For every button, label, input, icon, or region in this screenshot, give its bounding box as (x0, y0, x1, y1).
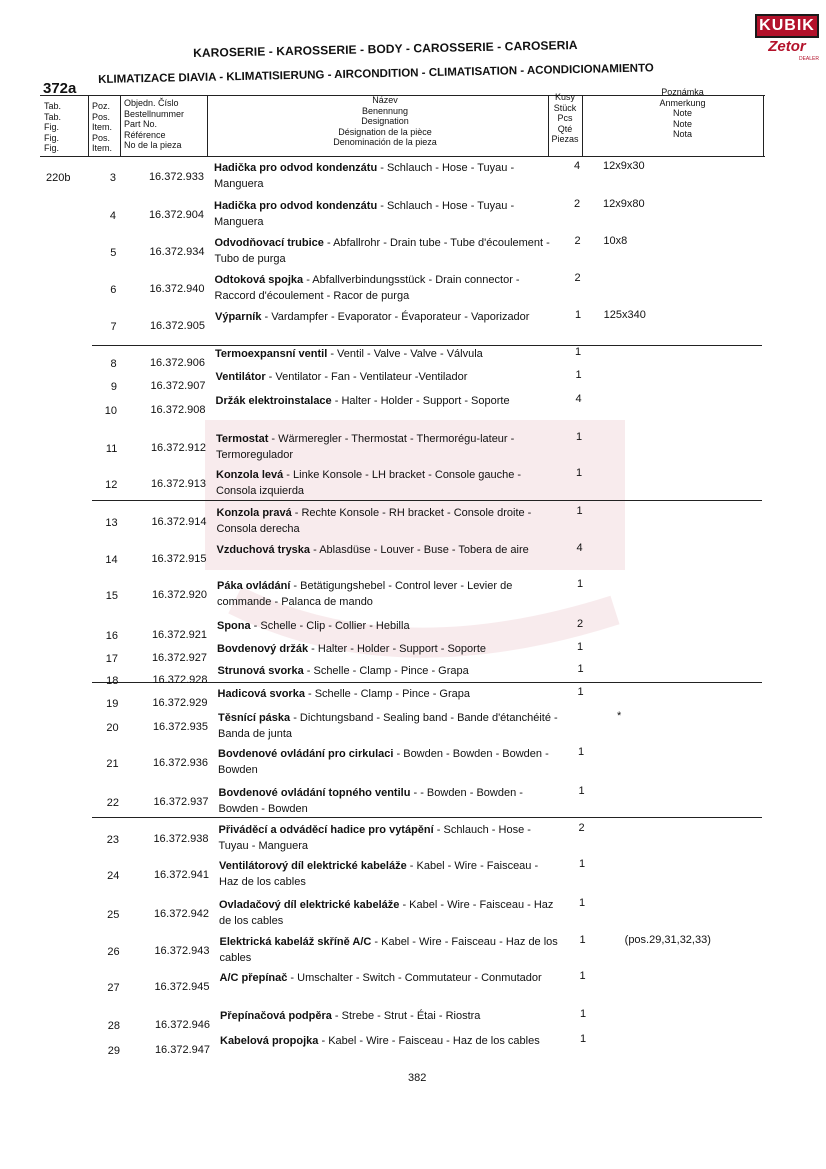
row-pos: 14 (105, 554, 118, 566)
col-divider (582, 96, 583, 156)
row-qty: 4 (576, 542, 583, 554)
logo-sub: Zetor (768, 38, 806, 55)
row-name-cz: Těsnící páska (218, 712, 291, 724)
row-name-cz: Přiváděcí a odváděcí hadice pro vytápění (218, 824, 434, 836)
row-pos: 8 (110, 358, 117, 370)
row-part-number: 16.372.938 (153, 833, 209, 845)
row-name-cz: A/C přepínač (219, 972, 288, 984)
row-part-number: 16.372.913 (150, 478, 206, 490)
col-header-line: Anmerkung (659, 97, 706, 108)
col-header-line: Poznámka (661, 87, 704, 97)
col-header-line: Note (672, 118, 692, 129)
row-name-translations: - Schelle - Clamp - Pince - Grapa (303, 665, 469, 677)
col-header-tab (44, 101, 61, 154)
row-qty: 4 (575, 393, 582, 405)
row-qty: 1 (576, 431, 583, 443)
row-name-cz: Ventilátorový díl elektrické kabeláže (219, 860, 407, 872)
row-name-cz: Držák elektroinstalace (215, 395, 332, 407)
row-name-cz: Hadicová svorka (217, 688, 305, 700)
col-header-line: Item. (92, 143, 113, 153)
row-part-number: 16.372.905 (149, 320, 205, 332)
row-name-translations: - Ventilator - Fan - Ventilateur -Ventilador (265, 371, 468, 383)
row-name-cz: Hadička pro odvod kondenzátu (214, 200, 378, 212)
row-part-number: 16.372.927 (151, 652, 207, 664)
row-note: (pos.29,31,32,33) (624, 934, 711, 946)
row-part-number: 16.372.934 (149, 246, 205, 258)
col-header-line: Part No. (124, 119, 158, 129)
col-header-line: Fig. (44, 143, 60, 153)
row-name-translations: - Betätigungshebel - Control lever - Levier de commande - Palanca de mando (217, 580, 513, 608)
row-description (217, 619, 557, 635)
row-description (218, 747, 558, 778)
row-name-cz: Vzduchová tryska (216, 544, 311, 556)
row-name-translations: - Rechte Konsole - RH bracket - Console droite - Consola derecha (216, 507, 532, 535)
row-note: 10x8 (603, 235, 628, 247)
row-pos: 3 (109, 172, 116, 184)
row-pos: 12 (105, 479, 118, 491)
row-part-number: 16.372.947 (154, 1044, 210, 1056)
row-description (219, 786, 559, 817)
row-part-number: 16.372.929 (152, 697, 208, 709)
row-name-translations: - Strebe - Strut - Étai - Riostra (331, 1010, 481, 1022)
col-header-line: Název (372, 95, 398, 105)
row-name-cz: Páka ovládání (217, 580, 291, 592)
row-part-number: 16.372.928 (152, 674, 208, 686)
col-header-pos (92, 101, 112, 154)
row-name-cz: Výparník (215, 311, 262, 323)
page-title: KAROSERIE - KAROSSERIE - BODY - CAROSSERIE - CAROSERIA (193, 37, 578, 60)
row-part-number: 16.372.937 (153, 796, 209, 808)
row-name-cz: Konzola levá (216, 469, 284, 481)
row-part-number: 16.372.907 (150, 380, 206, 392)
row-qty: 1 (579, 858, 586, 870)
header-bottom-rule (40, 156, 765, 157)
row-name-cz: Bovdenový držák (217, 643, 309, 655)
row-name-translations: - Schelle - Clamp - Pince - Grapa (304, 688, 470, 700)
group-separator (92, 500, 762, 501)
col-header-line: Designation (361, 116, 409, 126)
row-qty: 2 (574, 235, 581, 247)
row-part-number: 16.372.940 (149, 283, 205, 295)
row-description (217, 543, 557, 559)
row-part-number: 16.372.904 (148, 209, 204, 221)
col-header-line: Poz. (92, 101, 111, 111)
col-header-line: Benennung (361, 105, 409, 116)
row-name-cz: Kabelová propojka (220, 1035, 319, 1047)
row-qty: 2 (574, 272, 581, 284)
logo-tag: DEALER (798, 56, 819, 62)
row-description (220, 1009, 560, 1025)
row-description (220, 935, 560, 966)
col-header-line: Pcs (557, 113, 573, 123)
row-pos: 20 (106, 722, 119, 734)
col-header-line: Fig. (44, 132, 60, 143)
col-header-name (300, 95, 470, 148)
row-pos: 9 (110, 381, 117, 393)
col-header-line: Référence (124, 129, 166, 140)
row-name-translations: - Schlauch - Hose - Tuyau - Manguera (214, 162, 515, 190)
row-qty: 1 (578, 785, 585, 797)
row-pos: 13 (105, 517, 118, 529)
col-header-line: Tab. (44, 101, 62, 111)
row-description (218, 664, 558, 680)
row-pos: 29 (107, 1045, 120, 1057)
row-part-number: 16.372.921 (151, 629, 207, 641)
row-part-number: 16.372.912 (150, 442, 206, 454)
row-name-cz: Odtoková spojka (214, 274, 304, 286)
row-name-translations: - Umschalter - Switch - Commutateur - Conmutador (287, 972, 542, 984)
row-part-number: 16.372.906 (149, 357, 205, 369)
col-header-line: Stück (553, 102, 577, 113)
row-name-cz: Termoexpansní ventil (215, 348, 328, 360)
row-name-cz: Termostat (216, 433, 269, 445)
row-name-cz: Ovladačový díl elektrické kabeláže (219, 899, 400, 911)
section-title: KLIMATIZACE DIAVIA - KLIMATISIERUNG - AIRCONDITION - CLIMATISATION - ACONDICIONAMIENTO (98, 62, 654, 86)
row-qty: 1 (579, 970, 586, 982)
col-divider (120, 96, 121, 156)
row-name-translations: - Ablasdüse - Louver - Buse - Tobera de aire (310, 544, 529, 556)
row-name-translations: - Kabel - Wire - Faisceau - Haz de los cables (318, 1035, 540, 1047)
col-header-line: Pos. (92, 111, 111, 122)
row-note: 12x9x30 (603, 160, 645, 172)
row-name-cz: Odvodňovací trubice (214, 237, 324, 249)
row-name-cz: Konzola pravá (216, 507, 292, 519)
row-pos: 23 (106, 834, 119, 846)
row-qty: 2 (578, 822, 585, 834)
row-pos: 26 (107, 946, 120, 958)
row-qty: 1 (577, 686, 584, 698)
col-header-line: Bestellnummer (124, 108, 185, 119)
col-header-line: Fig. (44, 122, 60, 132)
row-name-cz: Bovdenové ovládání pro cirkulaci (218, 748, 394, 760)
col-divider (88, 96, 89, 156)
row-description (219, 823, 559, 854)
row-note: 12x9x80 (603, 198, 645, 210)
col-header-line: Piezas (551, 134, 579, 144)
row-description (214, 161, 554, 192)
row-description (214, 199, 554, 230)
group-separator (92, 345, 762, 346)
row-ref: 220b (46, 172, 71, 184)
row-pos: 22 (106, 797, 119, 809)
row-part-number: 16.372.936 (152, 757, 208, 769)
col-header-line: Pos. (92, 132, 111, 143)
row-pos: 19 (106, 698, 119, 710)
row-description (216, 394, 556, 410)
row-name-translations: - Wärmeregler - Thermostat - Thermorégu-lateur - Termoregulador (216, 433, 515, 461)
row-pos: 15 (105, 590, 118, 602)
row-description (215, 273, 555, 304)
row-part-number: 16.372.945 (154, 981, 210, 993)
row-description (218, 687, 558, 703)
row-pos: 25 (107, 909, 120, 921)
row-name-translations: - Dichtungsband - Sealing band - Bande d'étanchéité - Banda de junta (218, 712, 558, 740)
row-part-number: 16.372.942 (153, 908, 209, 920)
row-name-translations: - Vardampfer - Evaporator - Évaporateur - Vaporizador (261, 311, 530, 323)
col-divider (763, 96, 764, 156)
col-header-line: Nota (672, 129, 692, 139)
row-note: * (617, 710, 622, 722)
col-header-part (124, 98, 184, 151)
row-description (216, 468, 556, 499)
row-description (215, 310, 555, 326)
row-name-cz: Bovdenové ovládání topného ventilu (218, 787, 411, 799)
row-pos: 10 (104, 405, 117, 417)
row-qty: 1 (575, 309, 582, 321)
row-description (220, 971, 560, 987)
row-qty: 1 (577, 641, 584, 653)
row-name-translations: - Halter - Holder - Support - Soporte (308, 643, 486, 655)
row-pos: 21 (106, 758, 119, 770)
row-description (217, 642, 557, 658)
row-part-number: 16.372.943 (154, 945, 210, 957)
col-header-line: Denominación de la pieza (333, 137, 437, 147)
row-pos: 4 (109, 210, 116, 222)
row-part-number: 16.372.908 (150, 404, 206, 416)
row-qty: 1 (577, 663, 584, 675)
row-name-translations: - Kabel - Wire - Faisceau - Haz de los cables (219, 936, 558, 964)
kubik-zetor-logo (755, 14, 819, 62)
row-pos: 6 (110, 284, 117, 296)
row-name-translations: - - Bowden - Bowden - Bowden - Bowden (218, 787, 523, 815)
group-separator (92, 817, 762, 818)
row-pos: 18 (106, 675, 119, 687)
row-pos: 27 (107, 982, 120, 994)
col-header-line: Tab. (44, 111, 62, 122)
row-description (216, 370, 556, 386)
row-qty: 1 (579, 897, 586, 909)
row-pos: 24 (107, 870, 120, 882)
row-pos: 5 (110, 247, 117, 259)
row-qty: 1 (575, 369, 582, 381)
row-name-translations: - Halter - Holder - Support - Soporte (331, 395, 510, 407)
col-header-qty (548, 92, 582, 145)
row-description (219, 898, 559, 929)
row-part-number: 16.372.933 (148, 171, 204, 183)
page-number: 382 (408, 1072, 427, 1084)
row-qty: 4 (574, 160, 581, 172)
col-header-line: Objedn. Číslo (124, 98, 179, 108)
row-pos: 28 (107, 1020, 120, 1032)
row-part-number: 16.372.914 (151, 516, 207, 528)
row-qty: 1 (580, 1033, 587, 1045)
row-name-translations: - Kabel - Wire - Faisceau - Haz de los cables (219, 860, 539, 888)
col-header-line: Note (672, 108, 692, 118)
row-description (220, 1034, 560, 1050)
row-pos: 17 (105, 653, 118, 665)
col-header-line: No de la pieza (124, 140, 182, 150)
row-description (217, 579, 557, 610)
row-part-number: 16.372.941 (153, 869, 209, 881)
row-part-number: 16.372.935 (152, 721, 208, 733)
row-pos: 16 (105, 630, 118, 642)
row-name-cz: Hadička pro odvod kondenzátu (214, 162, 378, 174)
row-name-translations: - Ventil - Valve - Valve - Válvula (327, 348, 483, 360)
col-header-line: Kusy (554, 92, 575, 102)
row-name-cz: Strunová svorka (217, 665, 304, 677)
row-qty: 1 (575, 346, 582, 358)
col-header-line: Qté (557, 123, 573, 134)
row-pos: 7 (110, 321, 117, 333)
col-header-note (630, 87, 735, 140)
col-divider (207, 96, 208, 156)
row-part-number: 16.372.915 (151, 553, 207, 565)
row-description (215, 236, 555, 267)
row-name-cz: Přepínačová podpěra (220, 1010, 332, 1022)
logo-brand: KUBIK (755, 14, 819, 38)
row-part-number: 16.372.946 (154, 1019, 210, 1031)
row-note: 125x340 (603, 309, 646, 321)
row-name-translations: - Bowden - Bowden - Bowden - Bowden (218, 748, 549, 776)
row-name-cz: Spona (217, 620, 251, 632)
row-description (215, 347, 555, 363)
row-qty: 1 (577, 578, 584, 590)
row-name-cz: Elektrická kabeláž skříně A/C (219, 936, 372, 948)
row-qty: 1 (578, 746, 585, 758)
col-header-line: Désignation de la pièce (338, 126, 432, 137)
row-name-translations: - Abfallrohr - Drain tube - Tube d'écoulement - Tubo de purga (214, 237, 550, 265)
row-description (216, 432, 556, 463)
col-header-line: Item. (92, 122, 113, 132)
row-qty: 1 (580, 1008, 587, 1020)
row-qty: 1 (576, 467, 583, 479)
row-name-translations: - Linke Konsole - LH bracket - Console gauche - Consola izquierda (216, 469, 522, 497)
section-number: 372a (43, 80, 77, 97)
row-name-translations: - Kabel - Wire - Faisceau - Haz de los cables (219, 899, 554, 927)
row-name-cz: Ventilátor (215, 371, 266, 383)
row-part-number: 16.372.920 (151, 589, 207, 601)
row-name-translations: - Abfallverbindungsstück - Drain connector - Raccord d'écoulement - Racor de purga (214, 274, 520, 302)
row-description (219, 859, 559, 890)
row-description (218, 711, 558, 742)
row-description (217, 506, 557, 537)
row-name-translations: - Schelle - Clip - Collier - Hebilla (250, 620, 410, 632)
row-name-translations: - Schlauch - Hose - Tuyau - Manguera (218, 824, 531, 852)
row-name-translations: - Schlauch - Hose - Tuyau - Manguera (214, 200, 515, 228)
row-qty: 1 (579, 934, 586, 946)
row-qty: 2 (574, 198, 581, 210)
row-qty: 2 (577, 618, 584, 630)
row-qty: 1 (576, 505, 583, 517)
row-pos: 11 (105, 443, 118, 455)
